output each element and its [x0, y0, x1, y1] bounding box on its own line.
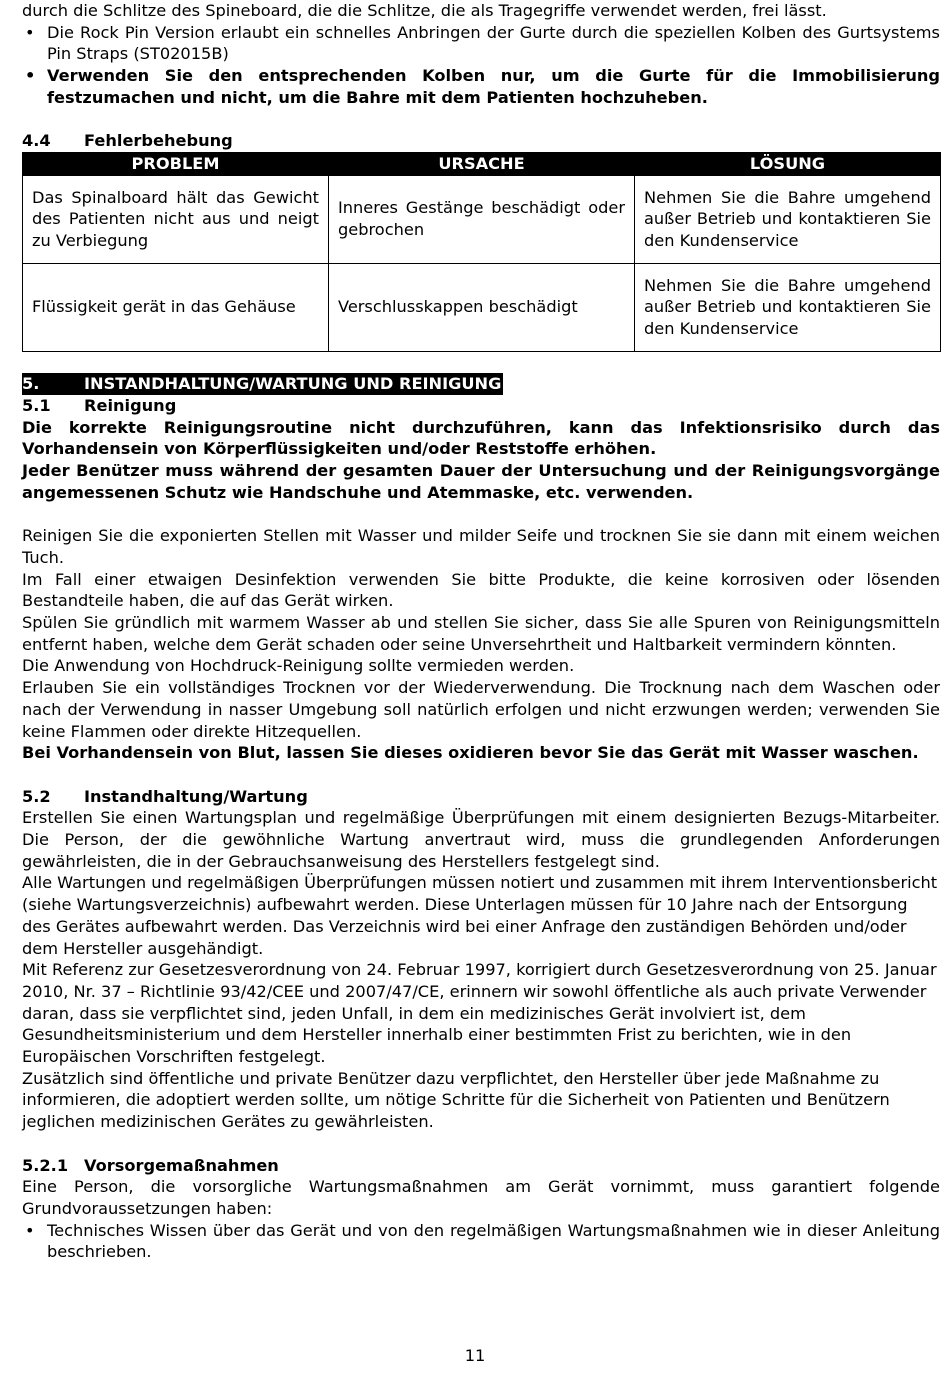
cell-cause: Verschlusskappen beschädigt — [329, 263, 635, 351]
maintenance-paragraph: Erstellen Sie einen Wartungsplan und regelmäßige Überprüfungen mit einem designierten Bezugs-Mitarbeiter. Die Person, der die gewöhnliche Wartung anvertraut wird, muss die grundlegenden Anforderungen gewährleisten, die in der Gebrauchsanweisung des Herstellers festgelegt sind. — [22, 808, 940, 871]
header-solution: LÖSUNG — [635, 152, 941, 175]
cleaning-paragraph: Erlauben Sie ein vollständiges Trocknen vor der Wiederverwendung. Die Trocknung nach dem Waschen oder nach der Verwendung in nasser Umgebung soll natürlich erfolgen und nicht erzwungen werden; verwenden Sie keine Flammen oder direkte Hitzequellen. — [22, 678, 940, 741]
header-problem: PROBLEM — [23, 152, 329, 175]
maintenance-paragraph: Mit Referenz zur Gesetzesverordnung von 24. Februar 1997, korrigiert durch Gesetzesverordnung von 25. Januar 2010, Nr. 37 – Richtlinie 93/42/CEE und 2007/47/CE, erinnern wir sowohl öffentliche als auch private Verwender daran, dass sie verpflichtet sind, jeden Unfall, in dem ein medizinisches Gerät involviert ist, dem Gesundheitsministerium und dem Hersteller innerhalb einer bestimmten Frist zu berichten, wie in den Europäischen Vorschriften festgelegt. — [22, 960, 937, 1067]
section-5-2-1-heading — [22, 1155, 940, 1177]
intro-bullet-2: • Verwenden Sie den entsprechenden Kolben nur, um die Gurte für die Immobilisierung festzumachen und nicht, um die Bahre mit dem Patienten hochzuheben. — [22, 65, 940, 108]
cleaning-paragraph: Spülen Sie gründlich mit warmem Wasser ab und stellen Sie sicher, dass Sie alle Spuren von Reinigungsmitteln entfernt haben, welche dem Gerät schaden oder seine Unversehrtheit und Haltbarkeit vermindern könnten. — [22, 613, 940, 654]
section-number: 4.4 — [22, 131, 51, 151]
section-title: Reinigung — [84, 396, 177, 415]
section-5-1-heading — [22, 395, 940, 417]
cell-solution: Nehmen Sie die Bahre umgehend außer Betrieb und kontaktieren Sie den Kundenservice — [635, 175, 941, 263]
table-header-row — [23, 152, 941, 175]
header-cause: URSACHE — [329, 152, 635, 175]
precaution-bullet-1: • Technisches Wissen über das Gerät und von den regelmäßigen Wartungsmaßnahmen wie in dieser Anleitung beschrieben. — [22, 1220, 940, 1263]
maintenance-paragraph: Zusätzlich sind öffentliche und private Benützer dazu verpflichtet, den Hersteller über jede Maßnahme zu informieren, die adoptiert werden sollte, um nötige Schritte für die Sicherheit von Patienten und Benützern jeglichen medizinischen Gerätes zu gewährleisten. — [22, 1068, 890, 1132]
page-number: 11 — [464, 1346, 486, 1365]
cell-problem: Flüssigkeit gerät in das Gehäuse — [23, 263, 329, 351]
table-row — [23, 263, 941, 351]
section-title: INSTANDHALTUNG/WARTUNG UND REINIGUNG — [84, 374, 502, 394]
section-title: Vorsorgemaßnahmen — [84, 1155, 279, 1175]
maintenance-paragraph: Alle Wartungen und regelmäßigen Überprüfungen müssen notiert und zusammen mit ihrem Interventionsbericht (siehe Wartungsverzeichnis) aufbewahrt werden. Diese Unterlagen müssen für 10 Jahre nach der Entsorgung des Gerätes aufbewahrt werden. Das Verzeichnis wird bei einer Anfrage den zuständigen Behörden und/oder dem Hersteller ausgehändigt. — [22, 873, 938, 958]
table-row — [23, 175, 941, 263]
cell-solution: Nehmen Sie die Bahre umgehend außer Betrieb und kontaktieren Sie den Kundenservice — [635, 263, 941, 351]
cleaning-warning-2: Jeder Benützer muss während der gesamten Dauer der Untersuchung und der Reinigungsvorgänge angemessenen Schutz wie Handschuhe und Atemmaske, etc. verwenden. — [22, 461, 940, 502]
cell-cause: Inneres Gestänge beschädigt oder gebrochen — [329, 175, 635, 263]
cleaning-paragraph: Im Fall einer etwaigen Desinfektion verwenden Sie bitte Produkte, die keine korrosiven oder lösenden Bestandteile haben, die auf das Gerät wirken. — [22, 569, 940, 611]
precaution-bullet-list — [22, 1220, 940, 1263]
cleaning-paragraph: Reinigen Sie die exponierten Stellen mit Wasser und milder Seife und trocknen Sie sie dann mit einem weichen Tuch. — [22, 526, 940, 567]
intro-bullet-1: • Die Rock Pin Version erlaubt ein schnelles Anbringen der Gurte durch die speziellen Kolben des Gurtsystems Pin Straps (ST02015B) — [22, 22, 940, 65]
section-title: Instandhaltung/Wartung — [84, 786, 308, 806]
section-number: 5. — [22, 374, 40, 394]
troubleshooting-table — [22, 152, 941, 352]
section-number: 5.2 — [22, 786, 51, 806]
precaution-paragraph: Eine Person, die vorsorgliche Wartungsmaßnahmen am Gerät vornimmt, muss garantiert folgende Grundvoraussetzungen haben: — [22, 1177, 940, 1218]
section-5-2-heading — [22, 786, 940, 808]
cleaning-paragraph: Die Anwendung von Hochdruck-Reinigung sollte vermieden werden. — [22, 656, 575, 676]
section-number: 5.2.1 — [22, 1155, 69, 1175]
section-5-heading — [22, 373, 940, 395]
intro-bullet-list — [22, 22, 940, 109]
cleaning-warning-3: Bei Vorhandensein von Blut, lassen Sie dieses oxidieren bevor Sie das Gerät mit Wasser waschen. — [22, 743, 919, 763]
cell-problem: Das Spinalboard hält das Gewicht des Patienten nicht aus und neigt zu Verbiegung — [23, 175, 329, 263]
section-number: 5.1 — [22, 396, 51, 415]
section-title: Fehlerbehebung — [84, 131, 233, 151]
cleaning-warning-1: Die korrekte Reinigungsroutine nicht durchzuführen, kann das Infektionsrisiko durch das Vorhandensein von Körperflüssigkeiten und/oder Reststoffe erhöhen. — [22, 417, 940, 459]
intro-continuation: durch die Schlitze des Spineboard, die die Schlitze, die als Tragegriffe verwendet werden, frei lässt. — [22, 1, 827, 20]
document-page — [22, 0, 940, 1263]
section-4-4-heading — [22, 130, 940, 152]
